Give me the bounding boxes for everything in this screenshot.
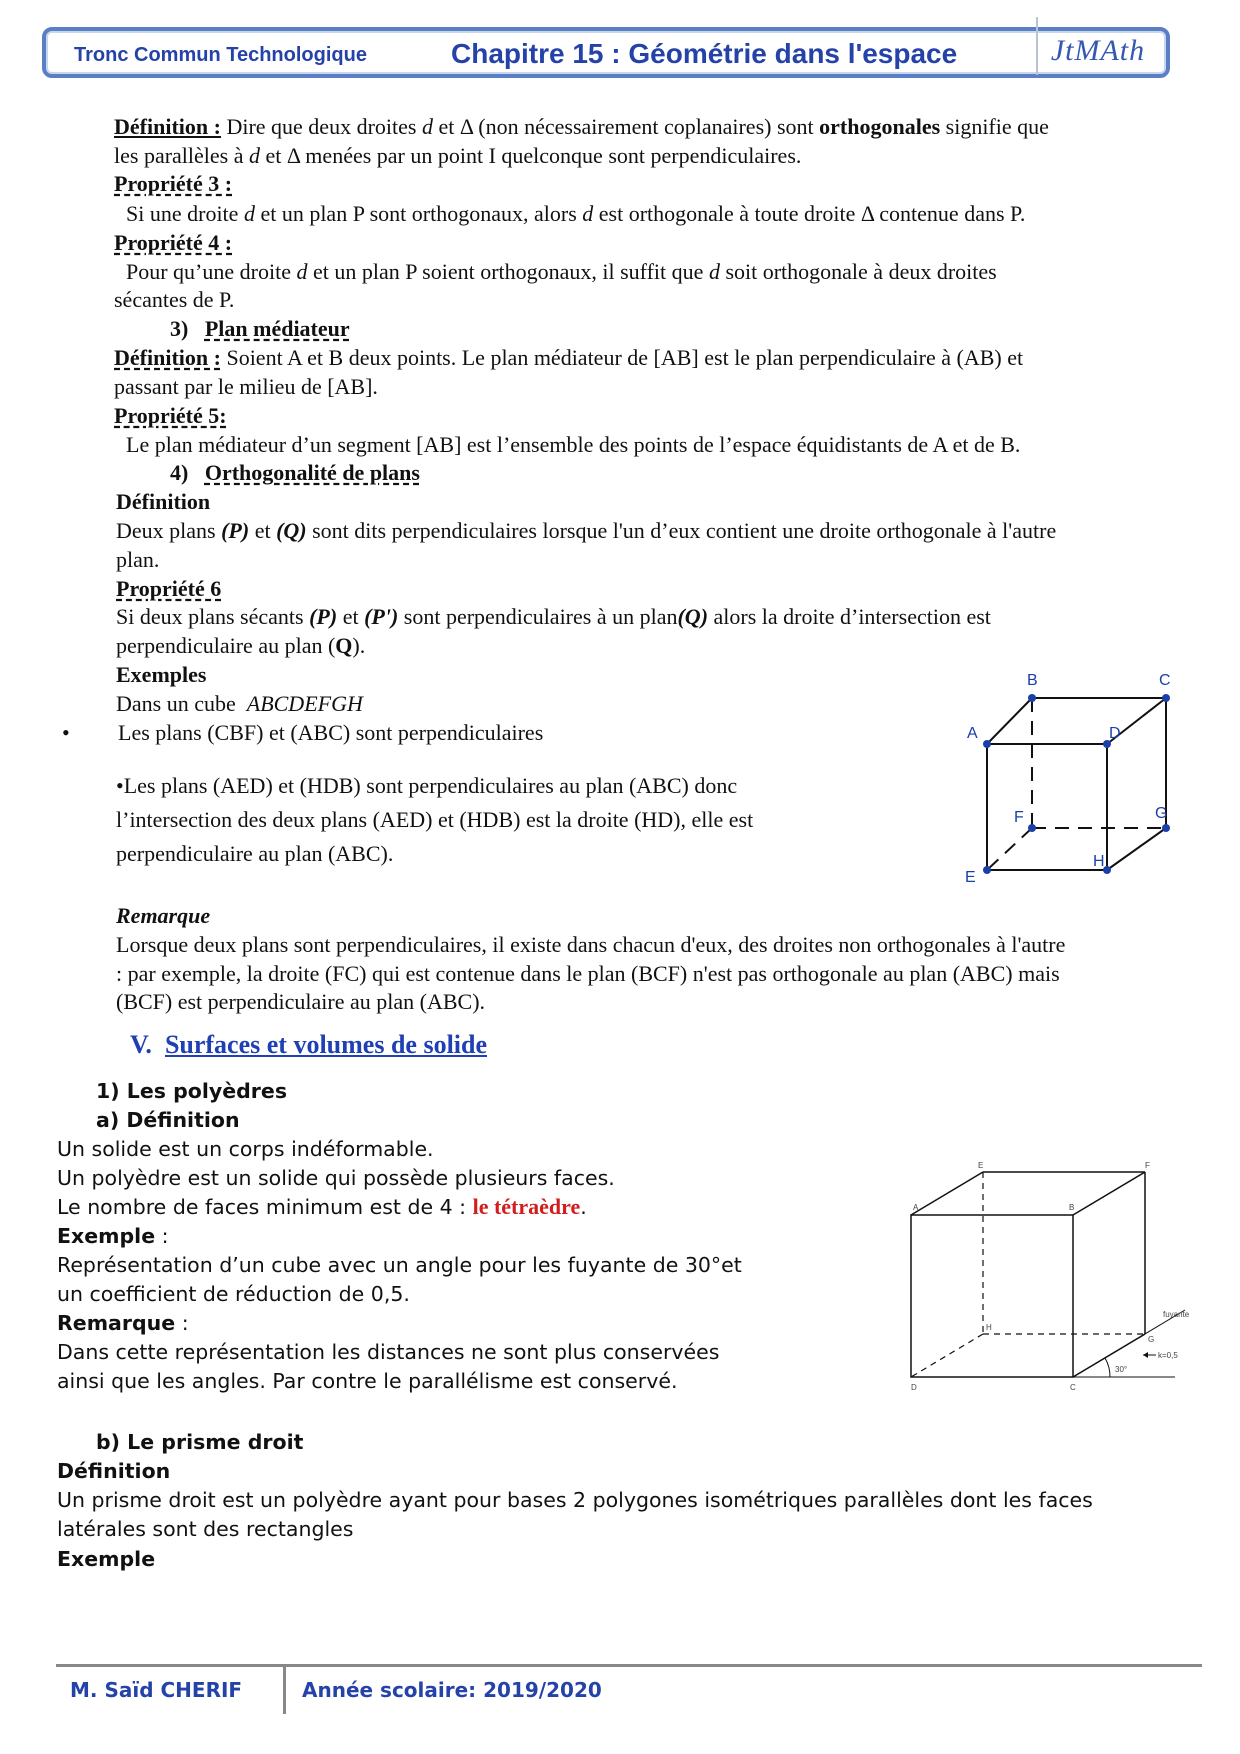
bold-term: orthogonales [819,114,941,139]
label-F: F [1145,1161,1150,1170]
var-d: d [708,259,720,284]
section-title-link[interactable]: Surfaces et volumes de solide [164,1030,488,1059]
definition-subheading: a) Définition [96,1108,240,1132]
bullet: • [116,773,124,798]
text: ). [352,633,366,658]
definition-mediator-line1 [114,344,1023,371]
example-line2: un coefficient de réduction de 0,5. [57,1282,410,1306]
section-number: 4) [170,460,189,485]
remark-label: Remarque [57,1311,176,1335]
var-d: d [243,201,255,226]
prism-heading: b) Le prisme droit [96,1430,304,1454]
property-5-text: Le plan médiateur d’un segment [AB] est l’ensemble des points de l’espace équidistants de A et de B. [126,432,1021,457]
label-B: B [1027,672,1038,689]
section-title: Plan médiateur [204,316,350,341]
label-D: D [911,1383,917,1392]
remark2-line2: ainsi que les angles. Par contre le parallélisme est conservé. [57,1369,678,1393]
text: et [249,518,277,543]
angle-label: 30° [1115,1365,1128,1374]
footer-author: M. Saïd CHERIF [70,1678,243,1702]
var-d: d [296,259,308,284]
front-face-ABCD [911,1215,1073,1377]
label-A: A [967,725,978,742]
tetrahedron-highlight: le tétraèdre [472,1194,581,1219]
text: Les plans (AED) et (HDB) sont perpendiculaires au plan (ABC) donc [123,773,738,798]
text: signifie que [940,114,1049,139]
definition-mediator-line2: passant par le milieu de [AB]. [114,374,378,399]
edge-AE [911,1172,983,1215]
property-3-label: Propriété 3 : [114,171,233,196]
var-d: d [421,114,433,139]
definition-planes-line2: plan. [116,547,160,572]
label-G: G [1148,1335,1155,1344]
prism-definition-label: Définition [57,1459,171,1483]
remark-line2: : par exemple, la droite (FC) qui est contenue dans le plan (BCF) n'est pas orthogonale au plan (ABC) mais [116,961,1060,986]
example-item-1: Les plans (CBF) et (ABC) sont perpendiculaires [118,720,544,745]
label-H: H [986,1323,992,1332]
header-chapter-title: Chapitre 15 : Géométrie dans l'espace [451,38,958,69]
text: . [580,1195,587,1219]
text: soit orthogonale à deux droites [719,259,997,284]
plane-q: (Q) [677,604,709,629]
text: Deux plans [116,518,222,543]
text: est orthogonale à toute droite Δ contenue dans P. [593,201,1026,226]
angle-arc [1105,1358,1110,1377]
text: et Δ (non nécessairement coplanaires) sont [432,114,820,139]
example-bullet-1: • [62,720,70,745]
remark-label: Remarque [116,903,211,928]
property-4-label: Propriété 4 : [114,230,233,255]
remark-line1: Lorsque deux plans sont perpendiculaires, il existe dans chacun d'eux, des droites non orthogonales à l'autre [116,932,1066,957]
example-item-2-line1 [116,772,737,799]
property-3-text [126,200,1025,227]
definition-orthogonal-line1 [114,113,1049,140]
fuyante-line [1073,1310,1185,1377]
section-4-heading [170,459,420,486]
examples-cube-line [116,690,363,717]
remark-line3: (BCF) est perpendiculaire au plan (ABC). [116,989,486,1014]
k-label: k=0,5 [1158,1351,1178,1360]
prism-line1: Un prisme droit est un polyèdre ayant pour bases 2 polygones isométriques parallèles dont les faces [57,1488,1093,1512]
point-B [1028,694,1036,702]
section-title: Orthogonalité de plans [204,460,420,485]
edge-BF [1073,1172,1145,1215]
example-item-2-line3: perpendiculaire au plan (ABC). [116,841,394,866]
text: alors la droite d’intersection est [708,604,991,629]
text: Dans un cube [116,691,242,716]
text: et un plan P sont orthogonaux, alors [254,201,583,226]
arrow-head-icon [1143,1352,1148,1358]
text: sont perpendiculaires à un plan [398,604,678,629]
label-C: C [1159,672,1171,689]
section-number: V. [130,1030,152,1059]
label-D: D [1109,725,1121,742]
property-5-label: Propriété 5: [114,403,227,428]
cube-figure-1 [955,660,1185,890]
example-line1: Représentation d’un cube avec un angle pour les fuyante de 30°et [57,1253,742,1277]
label-F: F [1014,809,1024,826]
label-A: A [913,1203,919,1212]
point-G [1162,824,1170,832]
example-item-2-line2: l’intersection des deux plans (AED) et (HDB) est la droite (HD), elle est [116,807,754,832]
examples-label: Exemples [116,662,207,687]
definition-planes-line1 [116,517,1056,544]
cube-figure-2 [895,1160,1195,1410]
text: : [155,1224,169,1248]
edge-HG [1107,828,1166,870]
cube-name: ABCDEFGH [246,691,363,716]
text: perpendiculaire au plan ( [116,633,336,658]
plane-q: (Q) [276,518,307,543]
edge-HD-hidden [911,1334,983,1377]
logo: JtMAth [1050,34,1146,67]
text: Si deux plans sécants [116,604,310,629]
label-G: G [1155,805,1168,822]
footer-divider [56,1664,1202,1667]
footer-school-year: Année scolaire: 2019/2020 [302,1678,602,1702]
text: sont dits perpendiculaires lorsque l'un d’eux contient une droite orthogonale à l'autre [306,518,1057,543]
text: et un plan P soient orthogonaux, il suffit que [307,259,709,284]
point-C [1162,694,1170,702]
point-F [1028,824,1036,832]
edge-FE-hidden [987,828,1032,870]
var-d: d [582,201,594,226]
header-course: Tronc Commun Technologique [74,44,367,66]
point-E [983,866,991,874]
label-H: H [1093,853,1105,870]
label-C: C [1070,1383,1076,1392]
section-number: 3) [170,316,189,341]
page-header [42,27,1170,78]
text: Dire que deux droites [220,114,422,139]
section-3-heading [170,315,350,342]
plane-p-prime: (P') [364,604,399,629]
edge-AB [987,698,1032,744]
property-4-line2: sécantes de P. [114,287,235,312]
text: Soient A et B deux points. Le plan médiateur de [AB] est le plan perpendiculaire à (AB) et [220,345,1024,370]
property-4-line1 [126,258,997,285]
point-A [983,740,991,748]
text: : [175,1311,189,1335]
property-6-line2 [116,632,365,659]
label-E: E [965,869,976,886]
footer-separator [283,1664,286,1714]
text: et Δ menées par un point I quelconque sont perpendiculaires. [260,143,802,168]
property-6-label: Propriété 6 [116,576,222,601]
text: Pour qu’une droite [126,259,297,284]
property-6-line1 [116,603,991,630]
poly-line3 [57,1193,587,1221]
plane-q: Q [335,633,353,658]
remark2-heading [57,1309,189,1337]
remark2-line1: Dans cette représentation les distances ne sont plus conservées [57,1340,720,1364]
definition-label: Définition : [114,114,221,139]
poly-line1: Un solide est un corps indéformable. [57,1137,434,1161]
text: les parallèles à [114,143,249,168]
text: et [337,604,365,629]
text: Si une droite [126,201,244,226]
definition-planes-label: Définition [116,489,211,514]
polyhedra-heading: 1) Les polyèdres [96,1079,288,1103]
text: Le nombre de faces minimum est de 4 : [57,1195,473,1219]
example-heading [57,1222,169,1250]
example-label: Exemple [57,1224,156,1248]
prism-example-label: Exemple [57,1547,156,1571]
definition-orthogonal-line2 [114,142,801,169]
prism-line2: latérales sont des rectangles [57,1517,354,1541]
label-B: B [1069,1203,1075,1212]
label-E: E [978,1161,984,1170]
plane-p: (P) [221,518,250,543]
plane-p: (P) [309,604,338,629]
section-v-heading [130,1030,487,1060]
fuyante-label: fuyante [1163,1310,1190,1319]
definition-label: Définition : [114,345,221,370]
poly-line2: Un polyèdre est un solide qui possède plusieurs faces. [57,1166,615,1190]
var-d: d [249,143,260,168]
